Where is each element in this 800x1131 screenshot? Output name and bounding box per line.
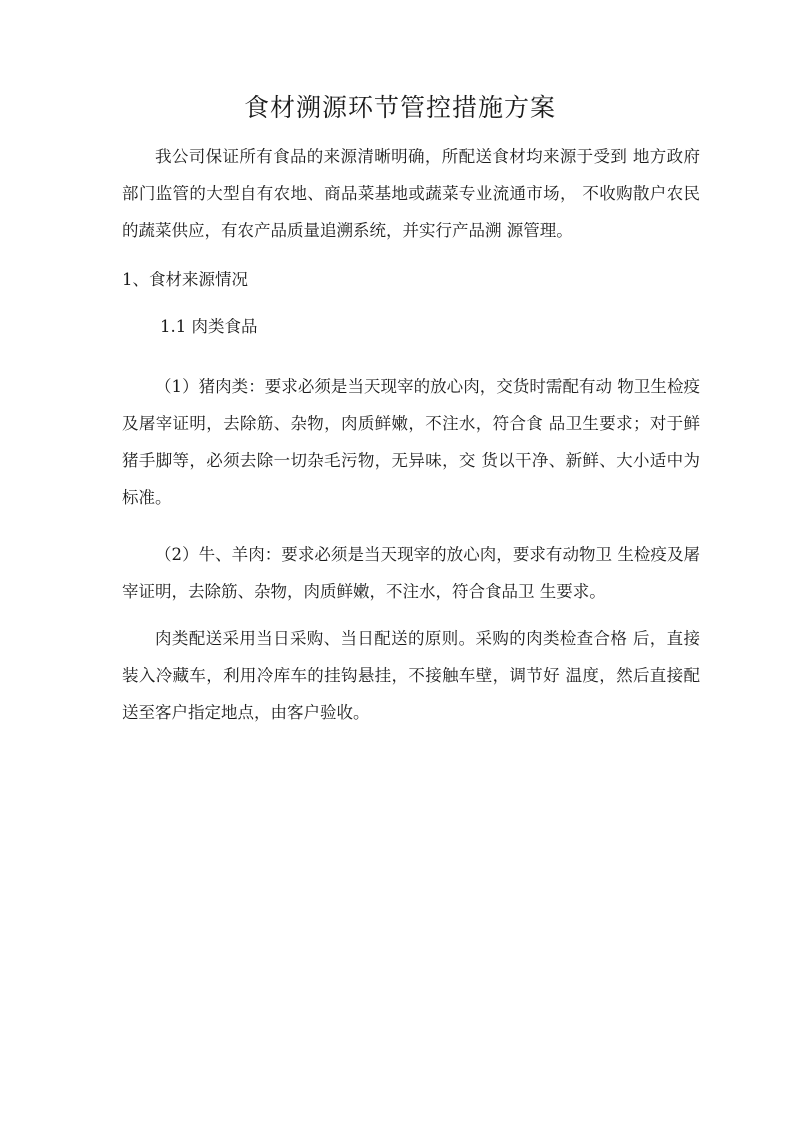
beef-mutton-requirements-paragraph: （2）牛、羊肉：要求必须是当天现宰的放心肉，要求有动物卫 生检疫及屠宰证明，去除筋、杂物，肉质鲜嫩，不注水，符合食品卫 生要求。 <box>122 545 700 601</box>
intro-paragraph: 我公司保证所有食品的来源清晰明确，所配送食材均来源于受到 地方政府部门监管的大型自有农地、商品菜基地或蔬菜专业流通市场， 不收购散户农民的蔬菜供应，有农产品质量追溯系统，并实行产品溯 源管理。 <box>122 147 700 240</box>
section-heading-food-source: 1、食材来源情况 <box>122 270 248 289</box>
meat-delivery-paragraph: 肉类配送采用当日采购、当日配送的原则。采购的肉类检查合格 后，直接装入冷藏车，利用冷库车的挂钩悬挂，不接触车壁，调节好 温度，然后直接配送至客户指定地点，由客户验收。 <box>122 629 700 722</box>
pork-requirements-paragraph: （1）猪肉类：要求必须是当天现宰的放心肉，交货时需配有动 物卫生检疫及屠宰证明，去除筋、杂物，肉质鲜嫩，不注水，符合食 品卫生要求；对于鲜猪手脚等，必须去除一切杂毛污物，无异味，交 货以干净、新鲜、大小适中为标准。 <box>122 377 700 507</box>
subsection-heading-meat: 1.1 肉类食品 <box>160 317 258 336</box>
document-title: 食材溯源环节管控措施方案 <box>243 93 556 122</box>
